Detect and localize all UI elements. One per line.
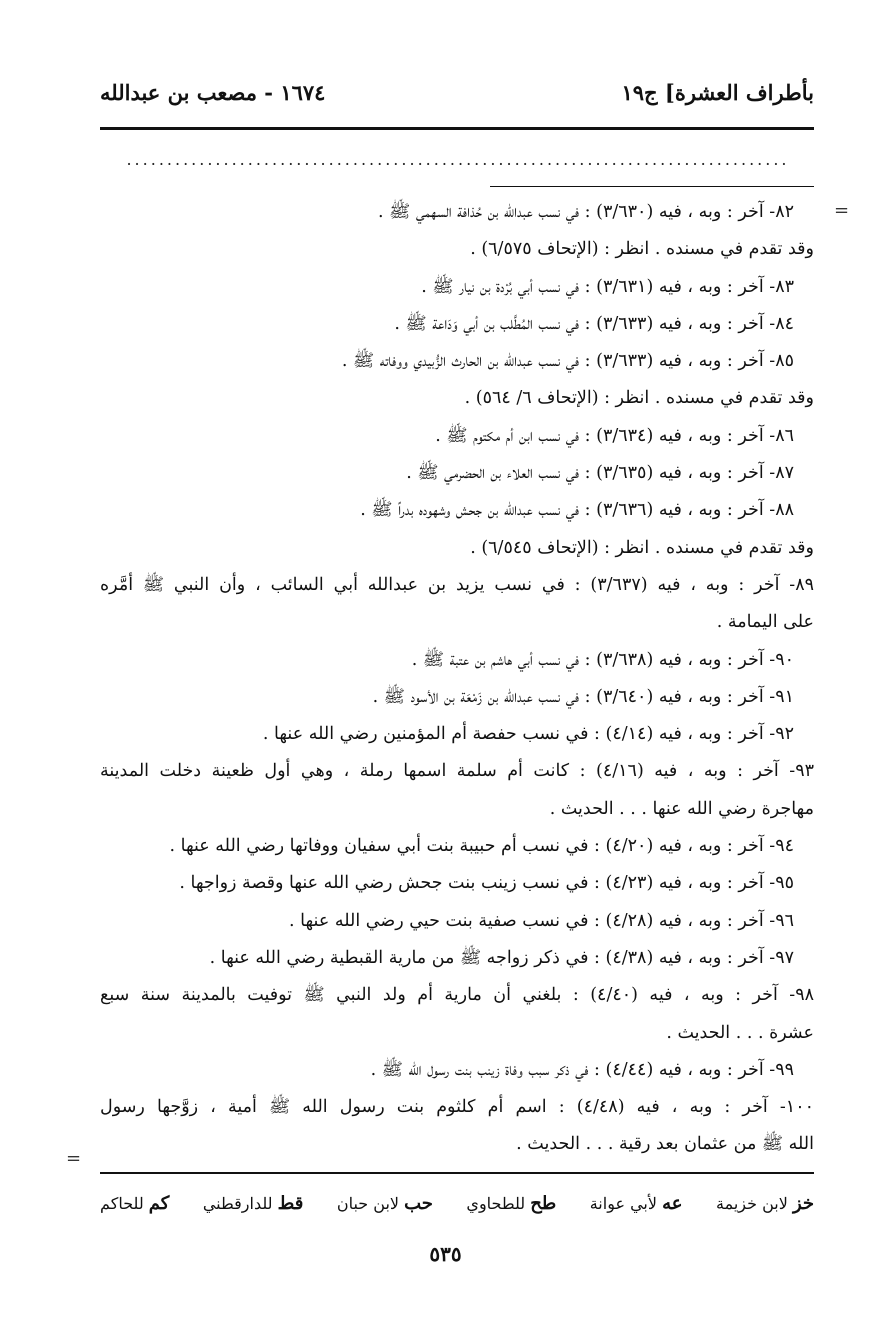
abbreviation-code: طح xyxy=(530,1192,557,1214)
entry-line: ٩٤- آخر : وبه ، فيه (٤/٢٠) : في نسب أم حبيبة بنت أبي سفيان ووفاتها رضي الله عنها . xyxy=(169,836,794,857)
entry-line: ٨٥- آخر : وبه ، فيه (٣/٦٣٣) : في نسب عبدالله بن الحارث الزُّبيدي ووفاته ﷺ . xyxy=(341,351,794,372)
header-section-title: ١٦٧٤ - مصعب بن عبدالله xyxy=(100,80,326,105)
running-header xyxy=(100,78,814,122)
abbreviation-item xyxy=(203,1193,303,1214)
abbreviation-item xyxy=(337,1193,433,1214)
entry-line: ٩٣- آخر : وبه ، فيه (٤/١٦) : كانت أم سلمة اسمها رملة ، وهي أول ظعينة دخلت المدينة xyxy=(100,761,814,782)
abbreviation-desc: للدارقطني xyxy=(202,1193,273,1213)
entry-line: ٩٠- آخر : وبه ، فيه (٣/٦٣٨) : في نسب أبي هاشم بن عتبة ﷺ . xyxy=(411,649,794,670)
abbreviation-code: كم xyxy=(148,1192,170,1214)
header-book-title: بأطراف العشرة] ج١٩ xyxy=(621,80,814,105)
header-rule xyxy=(100,127,814,130)
entry-line: ٩١- آخر : وبه ، فيه (٣/٦٤٠) : في نسب عبدالله بن زَمْعَة بن الأسود ﷺ . xyxy=(372,686,794,707)
entry-line: ٨٤- آخر : وبه ، فيه (٣/٦٣٣) : في نسب المُطَّلب بن أبي وَدَاعة ﷺ . xyxy=(394,313,794,334)
page-number: ٥٣٥ xyxy=(429,1242,462,1266)
entry-line: ٨٢- آخر : وبه ، فيه (٣/٦٣٠) : في نسب عبدالله بن حُذافة السهمي ﷺ . xyxy=(378,202,794,222)
entry-line: مهاجرة رضي الله عنها . . . الحديث . xyxy=(549,798,814,819)
entry-line: وقد تقدم في مسنده . انظر : (الإتحاف ٦/٥٧٥) . xyxy=(470,239,814,260)
entry-line: ٨٦- آخر : وبه ، فيه (٣/٦٣٤) : في نسب ابن أم مكتوم ﷺ . xyxy=(435,425,794,446)
abbreviation-item xyxy=(100,1193,169,1214)
entry-line: ٩٧- آخر : وبه ، فيه (٤/٣٨) : في ذكر زواجه ﷺ من مارية القبطية رضي الله عنها . xyxy=(209,947,794,968)
abbreviation-code: خز xyxy=(792,1192,814,1214)
section-rule xyxy=(490,186,814,187)
entry-line: ٨٨- آخر : وبه ، فيه (٣/٦٣٦) : في نسب عبدالله بن جحش وشهوده بدراً ﷺ . xyxy=(360,500,794,521)
abbreviation-item xyxy=(466,1193,556,1214)
entry-line: ٩٥- آخر : وبه ، فيه (٤/٢٣) : في نسب زينب بنت جحش رضي الله عنها وقصة زواجها . xyxy=(179,873,794,894)
abbreviation-code: عه xyxy=(662,1192,683,1214)
entry-line: وقد تقدم في مسنده . انظر : (الإتحاف ٦/ ٥٦٤) . xyxy=(464,388,814,409)
entry-line: ٩٢- آخر : وبه ، فيه (٤/١٤) : في نسب حفصة أم المؤمنين رضي الله عنها . xyxy=(262,724,794,745)
footer-rule xyxy=(100,1172,814,1174)
entry-line: ٨٧- آخر : وبه ، فيه (٣/٦٣٥) : في نسب العلاء بن الحضرمي ﷺ . xyxy=(406,463,794,484)
entry-line: ١٠٠- آخر : وبه ، فيه (٤/٤٨) : اسم أم كلثوم بنت رسول الله ﷺ أمية ، زوَّجها رسول xyxy=(100,1097,814,1118)
dotted-separator: .................................................................................. xyxy=(126,150,790,169)
abbreviation-desc: لابن خزيمة xyxy=(716,1193,788,1213)
abbreviation-key xyxy=(100,1186,814,1220)
text-body xyxy=(100,194,814,1164)
abbreviation-desc: للطحاوي xyxy=(466,1193,526,1213)
abbreviation-item xyxy=(590,1193,683,1214)
entry-line: على اليمامة . xyxy=(716,612,814,633)
entry-line: ٨٣- آخر : وبه ، فيه (٣/٦٣١) : في نسب أبي بُرْدة بن نيار ﷺ . xyxy=(421,276,794,297)
abbreviation-desc: لابن حبان xyxy=(336,1193,400,1213)
entry-line: ٩٩- آخر : وبه ، فيه (٤/٤٤) : في ذكر سبب وفاة زينب بنت رسول الله ﷺ . xyxy=(370,1059,794,1080)
entry-line: وقد تقدم في مسنده . انظر : (الإتحاف ٦/٥٤٥) . xyxy=(470,537,814,558)
abbreviation-code: حب xyxy=(404,1192,433,1214)
abbreviation-desc: للحاكم xyxy=(100,1193,144,1213)
margin-mark-top: = xyxy=(834,200,850,221)
abbreviation-desc: لأبي عوانة xyxy=(589,1193,658,1213)
abbreviation-code: قط xyxy=(277,1192,304,1214)
margin-mark-bottom: = xyxy=(66,1148,82,1169)
entry-line: ٩٨- آخر : وبه ، فيه (٤/٤٠) : بلغني أن مارية أم ولد النبي ﷺ توفيت بالمدينة سنة سبع xyxy=(100,985,814,1006)
abbreviation-item xyxy=(716,1193,814,1214)
entry-line: ٨٩- آخر : وبه ، فيه (٣/٦٣٧) : في نسب يزيد بن عبدالله أبي السائب ، وأن النبي ﷺ أمَّره xyxy=(100,574,814,595)
entry-line: عشرة . . . الحديث . xyxy=(666,1022,814,1043)
entry-line: ٩٦- آخر : وبه ، فيه (٤/٢٨) : في نسب صفية بنت حيي رضي الله عنها . xyxy=(289,910,794,931)
entry-line: الله ﷺ من عثمان بعد رقية . . . الحديث . xyxy=(516,1134,814,1155)
